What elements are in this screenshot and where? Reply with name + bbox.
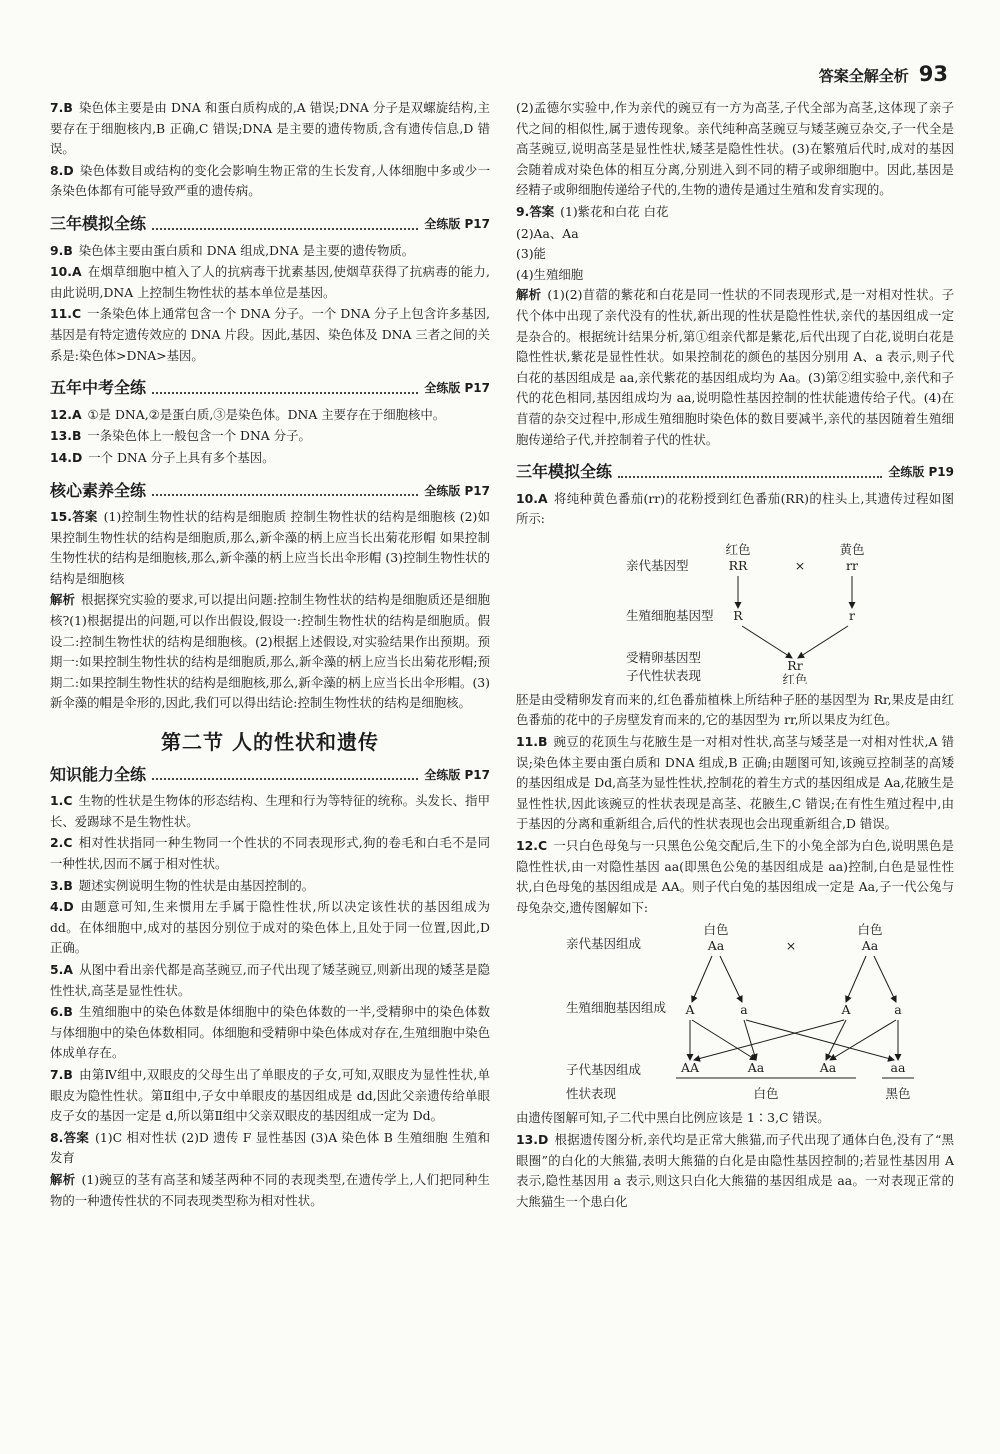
section-name: 五年中考全练 [50,378,147,398]
item-text: 生殖细胞中的染色体数是体细胞中的染色体数的一半,受精卵中的染色体数与体细胞中的染色体数相同。体细胞和受精卵中染色体成对存在,生殖细胞中染色体成单存在。 [50,1004,490,1061]
item-number: 3.B [50,877,73,893]
item-answer: (1)紫花和白花 白花 [560,203,669,219]
item-text: 一条染色体上通常包含一个 DNA 分子。一个 DNA 分子上包含许多基因,基因是有特定遗传效应的 DNA 片段。因此,基因、染色体及 DNA 三者之间的关系是:染色体>DNA>基因。 [50,306,490,363]
answer-item [50,1065,490,1127]
item-number: 10.A [50,264,82,280]
answer-item [50,897,490,959]
answer-item [516,732,954,835]
section-page-ref: 全练版 P17 [424,483,490,498]
arrow-p2-A [846,956,866,1002]
item-number: 8.答案 [50,1129,90,1145]
item-number: 7.B [50,100,73,115]
section-leader [152,228,418,230]
child-gene-3: Aa [819,1060,837,1076]
analysis-text: 胚是由受精卵发育而来的,红色番茄植株上所结种子胚的基因型为 Rr,果皮是由红色番茄的花中的子房壁发育而来的,它的基因型为 rr,所以果皮为红色。 [516,691,954,728]
item-number: 9.答案 [516,203,555,219]
section-heading [516,462,954,483]
section-name: 知识能力全练 [50,764,147,784]
parent1-gene: RR [728,557,748,573]
answer-item [50,876,490,897]
answer-item [516,489,954,530]
label-gamete-genes: 生殖细胞基因组成 [566,1000,667,1016]
parent2-gene: Aa [861,938,879,954]
section-name: 三年模拟全练 [516,462,613,482]
answer-line: (2)Aa、Aa [516,225,579,241]
gamete2: r [849,607,855,623]
answer-item [50,426,490,447]
section-heading [50,214,490,235]
label-parent-genotype: 亲代基因型 [626,557,689,573]
item-number: 2.C [50,835,73,851]
answer-item [50,791,490,832]
tomato-cross-diagram [516,534,954,684]
analysis-text: (1)(2)苜蓿的紫花和白花是同一性状的不同表现形式,是一对相对性状。子代个体中出现了亲代没有的性状,新出现的性状是隐性性状,亲代的基因组成一定是杂合的。根据统计结果分析,第①组亲代都是紫花,后代出现了白花,说明白花是隐性性状,紫花是显性性状。如果控制花的颜色的基因分别用 A、a 表示,则子代白花的基因组成是 aa,亲代紫花的基因组成均为 Aa。(3)第②组实验中,亲代和子代的花色相同,基因组成均为 aa,说明隐性基因控制的性状能遗传给子代。(4)在苜蓿的杂交过程中,形成生殖细胞时染色体的数目要减半,亲代的基因随着生殖细胞传递给子代,并控制着子代的性状。 [516,287,955,447]
label-parent-genes: 亲代基因组成 [566,936,642,952]
arrow-p1-a [720,956,742,1002]
parent1-color: 红色 [725,541,751,557]
item-text: 生物的性状是生物体的形态结构、生理和行为等特征的统称。头发长、指甲长、爱踢球不是生物性状。 [50,793,490,829]
item-answer: (1)C 相对性状 (2)D 遗传 F 显性基因 (3)A 染色体 B 生殖细胞 生殖和发育 [50,1129,490,1166]
chapter-title: 第二节 人的性状和遗传 [161,730,379,755]
parent1-gene: Aa [707,938,725,954]
item-number: 13.B [50,428,82,444]
page-number: 93 [918,62,948,86]
answer-item [516,1130,954,1212]
child-gene-4: aa [890,1060,906,1076]
child-gene-1: AA [680,1060,700,1076]
label-child-genes: 子代基因组成 [566,1062,642,1078]
cross-line [692,1020,756,1060]
item-text: 染色体数目或结构的变化会影响生物正常的生长发育,人体细胞中多或少一条染色体都有可能导致严重的遗传病。 [50,162,490,199]
cross-line [830,1020,896,1060]
item-number: 6.B [50,1004,73,1020]
item-text: 在烟草细胞中植入了人的抗病毒干扰素基因,使烟草获得了抗病毒的能力,由此说明,DNA 上控制生物性状的基本单位是基因。 [50,264,490,300]
gamete-a1: a [740,1002,748,1018]
item-text: 从图中看出亲代都是高茎豌豆,而子代出现了矮茎豌豆,则新出现的矮茎是隐性性状,高茎是显性性状。 [50,961,490,998]
item-answer: (1)控制生物性状的结构是细胞质 控制生物性状的结构是细胞核 (2)如果控制生物性状的结构是细胞质,那么,新伞藻的柄上应当长出菊花形帽 如果控制生物性状的结构是细胞核,那么,新伞藻的柄上应当长出伞形帽 (3)控制生物性状的结构是细胞核 [50,509,491,586]
item-number: 15.答案 [50,509,98,525]
child-gene-2: Aa [747,1060,765,1076]
answer-item [50,448,490,469]
page-header [819,62,948,86]
item-number: 1.C [50,793,73,809]
arrow-p1-A [692,956,712,1002]
gamete-A2: A [841,1002,851,1018]
label-zygote-genotype: 受精卵基因型 [626,649,702,665]
item-text: 一个 DNA 分子上具有多个基因。 [88,449,275,465]
item-text: ①是 DNA,②是蛋白质,③是染色体。DNA 主要存在于细胞核中。 [87,406,446,422]
item-number: 9.B [50,242,73,258]
item-text: 根据遗传图分析,亲代均是正常大熊猫,而子代出现了通体白色,没有了“黑眼圈”的白化的大熊猫,表明大熊猫的白化是由隐性基因控制的;若显性基因用 A 表示,隐性基因用 a 表示,则这只白化大熊猫的基因组成是 aa。一对表现正常的大熊猫生一个患白化 [516,1132,954,1209]
section-leader [152,778,418,780]
label-trait: 性状表现 [566,1086,617,1102]
rabbit-cross-diagram [516,922,954,1102]
answer-item [50,507,490,589]
cross-line [826,1020,846,1060]
analysis-label: 解析 [516,287,542,303]
answer-item [50,161,490,202]
item-number: 11.B [516,734,548,750]
answer-item [50,1128,490,1169]
item-number: 8.D [50,162,74,178]
analysis-text: (1)豌豆的茎有高茎和矮茎两种不同的表现类型,在遗传学上,人们把同种生物的一种遗传性状的不同表现类型称为相对性状。 [50,1171,490,1208]
answer-item [516,202,954,223]
child-color: 红色 [782,671,808,684]
gamete1: R [733,607,743,623]
item-text: 将纯种黄色番茄(rr)的花粉授到红色番茄(RR)的柱头上,其遗传过程如图所示: [516,490,954,527]
item-number: 12.A [50,406,82,422]
analysis [50,1170,490,1211]
answer-item [50,960,490,1001]
arrow-gamete2-zygote [798,626,848,658]
answer-item [50,98,490,160]
analysis-label: 解析 [50,592,76,608]
analysis-text: 根据探究实验的要求,可以提出问题:控制生物性状的结构是细胞质还是细胞核?(1)根据提出的问题,可以作出假设,假设一:控制生物性状的结构是细胞质。假设二:控制生物性状的结构是细胞核。(2)根据上述假设,对实验结果作出预期。预期一:如果控制生物性状的结构是细胞质,那么,新伞藻的柄上应当长出菊花形帽;预期二:如果控制生物性状的结构是细胞核,那么,新伞藻的柄上应当长出伞形帽。(3)新伞藻的帽是伞形的,因此,我们可以得出结论:控制生物性状的结构是细胞核。 [50,592,490,711]
answer-line: (3)能 [516,246,546,262]
analysis-text: 由遗传图解可知,子二代中黑白比例应该是 1∶3,C 错误。 [516,1110,830,1126]
answer-item [50,833,490,874]
answer-item [50,304,490,366]
item-number: 13.D [516,1132,549,1147]
section-name: 三年模拟全练 [50,213,147,233]
trait-white: 白色 [753,1086,779,1102]
answer-item [50,241,490,262]
left-column [50,98,490,1212]
answer-item [50,262,490,303]
section-leader [152,494,418,496]
section-heading [50,378,490,399]
gamete-a2: a [894,1002,902,1018]
item-text: 染色体主要由蛋白质和 DNA 组成,DNA 是主要的遗传物质。 [78,242,415,258]
section-leader [152,392,418,394]
analysis-continued: (2)孟德尔实验中,作为亲代的豌豆有一方为高茎,子代全部为高茎,这体现了亲子代之间的相似性,属于遗传现象。亲代纯种高茎豌豆与矮茎豌豆杂交,子一代全是高茎豌豆,说明高茎是显性性状,矮茎是隐性性状。(3)在繁殖后代时,成对的基因会随着成对染色体的相互分离,分别进入到不同的精子或卵细胞中。因此,基因是经精子或卵细胞传递给子代的,生物的遗传是通过生殖和发育实现的。 [516,100,954,198]
trait-black: 黑色 [885,1086,911,1102]
item-text: 染色体主要是由 DNA 和蛋白质构成的,A 错误;DNA 分子是双螺旋结构,主要存在于细胞核内,B 正确,C 错误;DNA 是主要的遗传物质,含有遗传信息,D 错误。 [50,100,490,157]
arrow-gamete1-zygote [742,626,792,658]
item-number: 7.B [50,1066,73,1082]
item-text: 由题意可知,生来惯用左手属于隐性性状,所以决定该性状的基因组成为 dd。在体细胞中,成对的基因分别位于成对的染色体上,且处于同一位置,因此,D 正确。 [50,899,490,956]
child-gene: Rr [787,657,803,673]
parent2-color: 白色 [857,922,883,938]
section-page-ref: 全练版 P17 [424,767,490,782]
analysis-label: 解析 [50,1171,76,1187]
section-page-ref: 全练版 P17 [424,381,490,396]
answer-item [50,405,490,426]
right-column [516,98,954,1213]
parent2-gene: rr [846,557,858,573]
arrow-p2-a [874,956,896,1002]
item-number: 14.D [50,449,83,465]
label-gamete-genotype: 生殖细胞基因型 [626,607,714,623]
section-heading [50,481,490,502]
item-number: 5.A [50,961,73,977]
gamete-A1: A [685,1002,695,1018]
item-text: 相对性状指同一种生物同一个性状的不同表现形式,狗的卷毛和白毛不是同一种性状,因而不属于相对性状。 [50,835,490,871]
item-text: 豌豆的花顶生与花腋生是一对相对性状,高茎与矮茎是一对相对性状,A 错误;染色体主要由蛋白质和 DNA 组成,B 正确;由题图可知,该豌豆控制茎的高矮的基因组成是 Dd,高茎为显性性状,控制花的着生方式的基因组成是 Aa,花腋生是显性性状,因此该豌豆的性状表现是高茎、花腋生,C 错误;在有性生殖过程中,由于基因的分离和重新组合,后代的性状表现也会出现重新组合,D 错误。 [516,734,955,832]
label-offspring-trait: 子代性状表现 [626,667,702,683]
item-number: 4.D [50,899,74,915]
answer-line: (4)生殖细胞 [516,266,584,282]
item-text: 一只白色母兔与一只黑色公兔交配后,生下的小兔全部为白色,说明黑色是隐性性状,由一对隐性基因 aa(即黑色公兔的基因组成是 aa)控制,白色是显性性状,白色母兔的基因组成是 AA。则子代白兔的基因组成一定是 Aa,子一代公兔与母兔杂交,遗传图解如下: [516,838,954,915]
section-page-ref: 全练版 P17 [424,216,490,231]
section-leader [618,476,882,478]
parent2-color: 黄色 [839,541,865,557]
section-name: 核心素养全练 [50,480,147,500]
item-number: 10.A [516,490,548,506]
item-text: 由第Ⅳ组中,双眼皮的父母生出了单眼皮的子女,可知,双眼皮为显性性状,单眼皮为隐性性状。第Ⅱ组中,子女中单眼皮的基因组成是 dd,因此父亲遗传给单眼皮子女的基因一定是 d,所以第Ⅱ组中父亲双眼皮的基因组成一定为 Dd。 [50,1066,490,1124]
item-text: 题述实例说明生物的性状是由基因控制的。 [78,877,315,893]
section-heading [50,765,490,786]
book-title: 答案全解全析 [818,67,909,85]
section-page-ref: 全练版 P19 [888,465,954,480]
analysis [516,285,954,450]
item-text: 一条染色体上一般包含一个 DNA 分子。 [87,428,311,444]
answer-item [50,1002,490,1064]
analysis [50,590,490,714]
cross-symbol: × [785,938,797,954]
cross-symbol: × [794,557,806,573]
answer-item [516,836,954,918]
item-number: 11.C [50,306,82,322]
parent1-color: 白色 [703,922,729,938]
item-number: 12.C [516,838,548,854]
